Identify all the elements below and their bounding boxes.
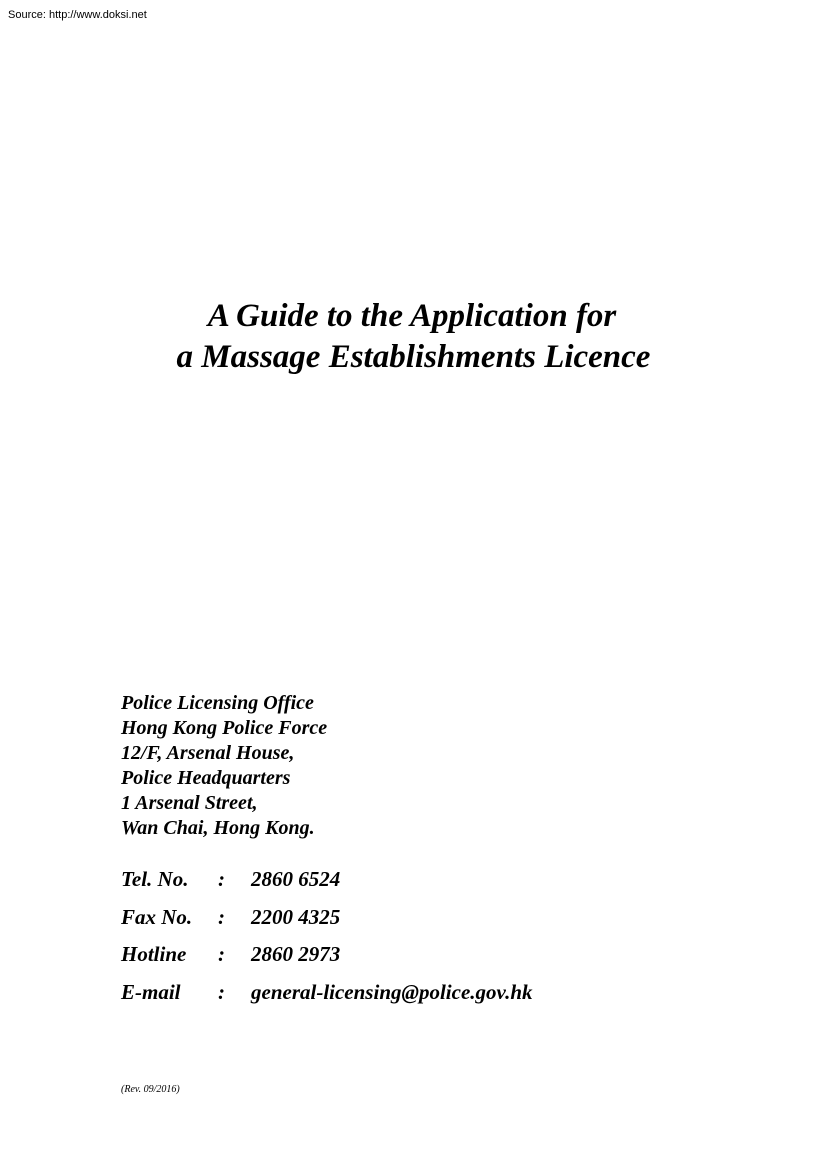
address-line: Wan Chai, Hong Kong. — [121, 817, 315, 839]
contact-separator: : — [218, 979, 225, 1004]
address-line: Hong Kong Police Force — [121, 717, 328, 739]
contact-value: 2200 4325 — [251, 904, 341, 929]
document-title — [0, 296, 827, 378]
contact-value: 2860 6524 — [251, 867, 341, 891]
contact-separator: : — [218, 904, 225, 929]
contact-email-value: general-licensing@police.gov.hk — [251, 979, 533, 1004]
address-line: Police Headquarters — [121, 767, 291, 789]
contact-label: Hotline — [121, 942, 187, 966]
contact-separator: : — [218, 867, 225, 891]
contact-label: E-mail — [121, 979, 181, 1004]
address-line: 1 Arsenal Street, — [121, 792, 258, 814]
title-line-1: A Guide to the Application for — [207, 298, 617, 334]
address-line: 12/F, Arsenal House, — [121, 742, 295, 764]
contact-separator: : — [218, 942, 225, 966]
title-line-2: a Massage Establishments Licence — [176, 339, 651, 375]
contact-value: 2860 2973 — [251, 942, 341, 966]
office-address — [121, 691, 327, 841]
contact-label: Tel. No. — [121, 867, 189, 891]
source-url: Source: http://www.doksi.net — [8, 9, 147, 21]
address-line: Police Licensing Office — [121, 692, 314, 714]
revision-note: (Rev. 09/2016) — [121, 1084, 180, 1095]
contact-label: Fax No. — [121, 904, 193, 929]
